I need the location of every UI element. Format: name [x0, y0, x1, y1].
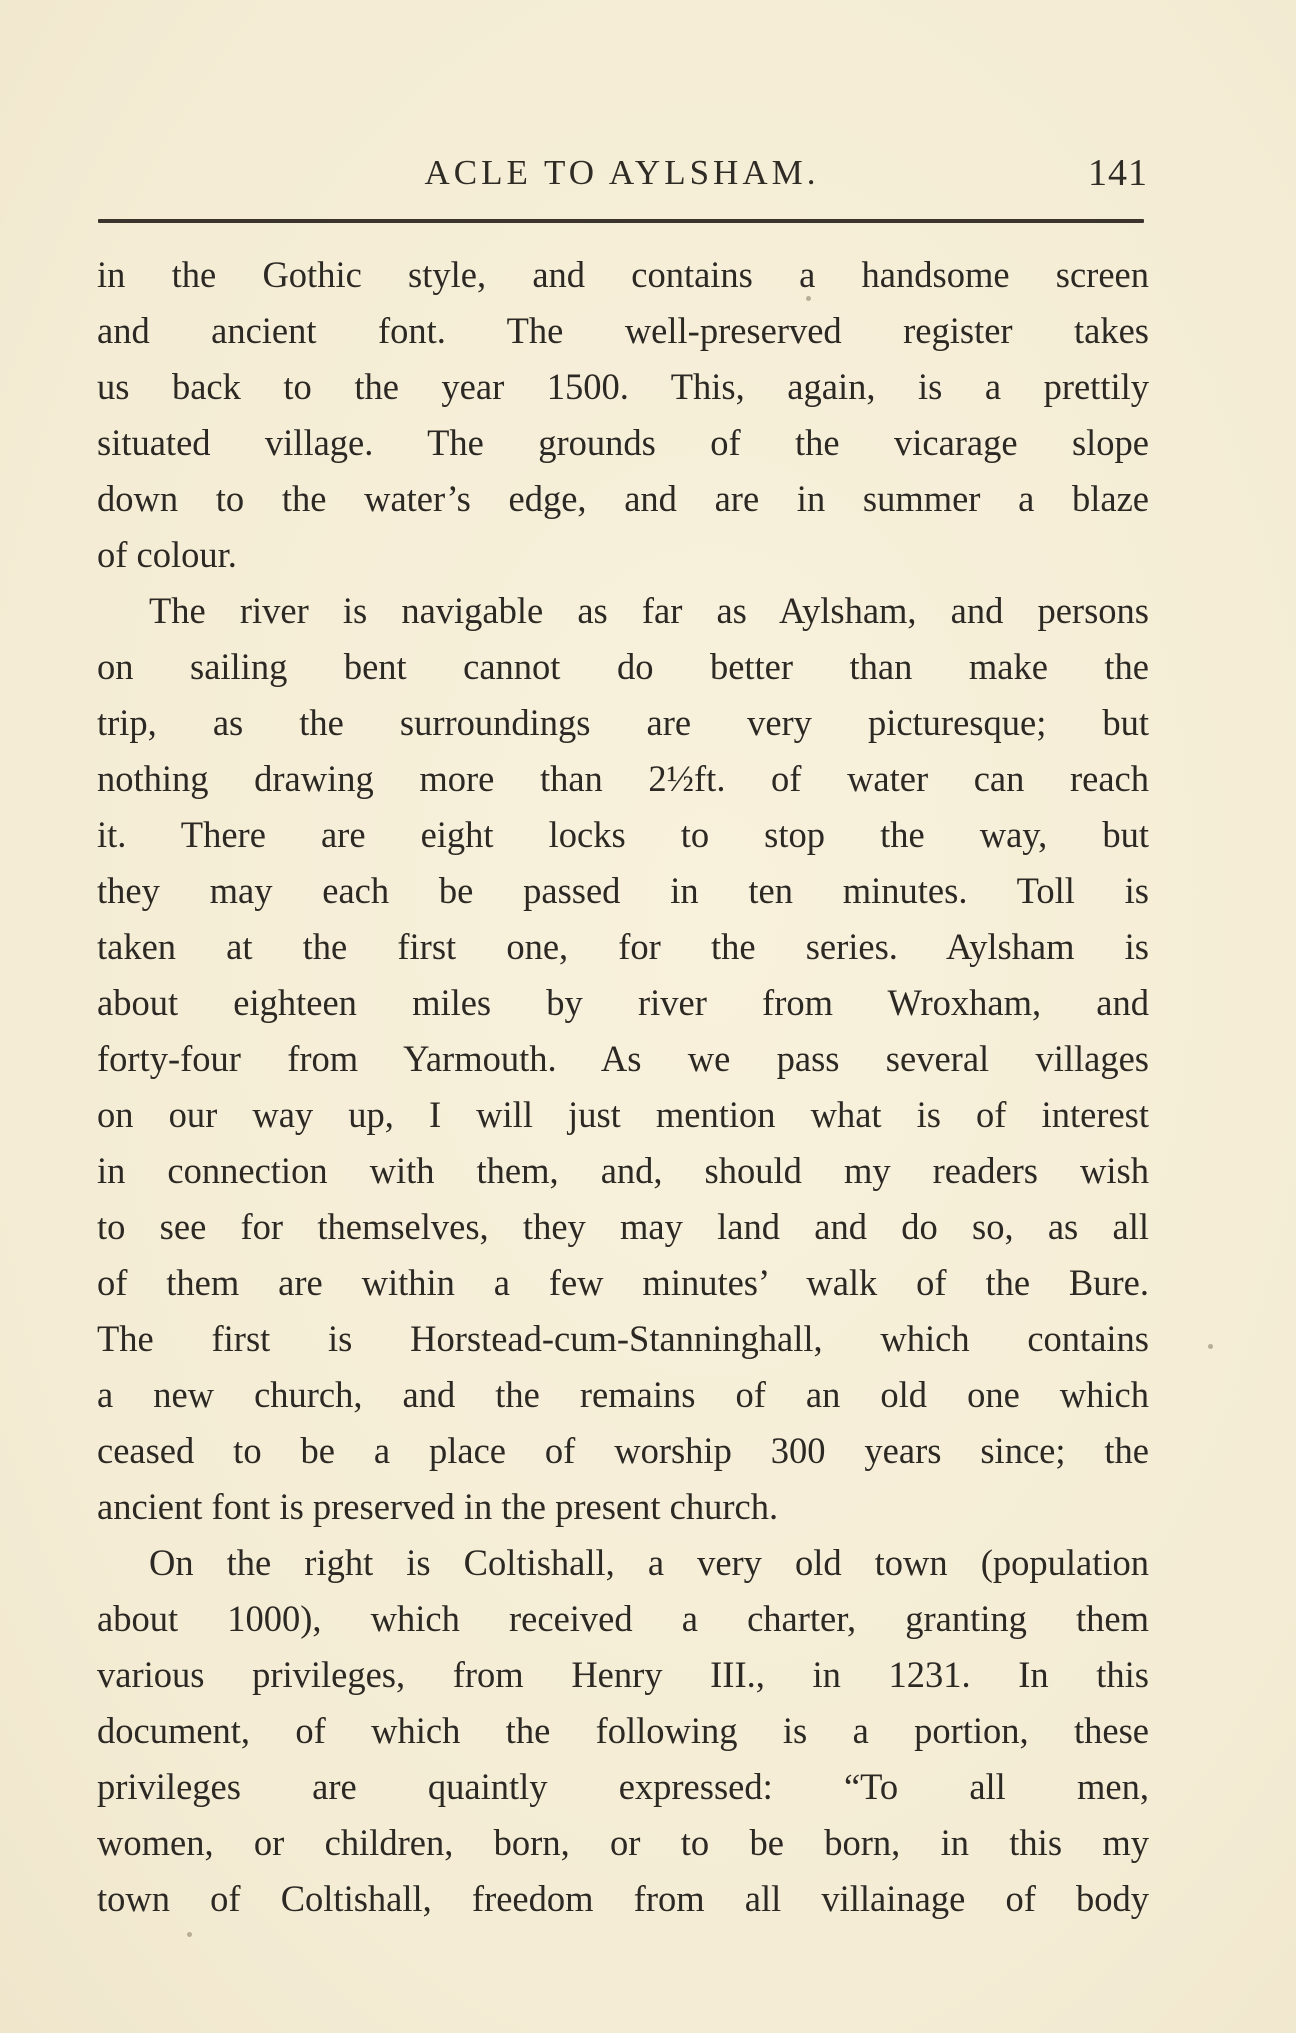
paragraph-start-line: The river is navigable as far as Aylsham, and persons: [149, 590, 1149, 631]
text-line: on our way up, I will just mention what is of interest: [97, 1094, 1149, 1135]
text-line: forty-four from Yarmouth. As we pass several villages: [97, 1038, 1149, 1079]
text-line: The first is Horstead-cum-Stanninghall, which contains: [97, 1318, 1149, 1359]
text-line: it. There are eight locks to stop the way, but: [97, 814, 1149, 855]
text-line: various privileges, from Henry III., in 1231. In this: [97, 1654, 1149, 1695]
text-line: women, or children, born, or to be born, in this my: [97, 1822, 1149, 1863]
text-line: they may each be passed in ten minutes. Toll is: [97, 870, 1149, 911]
paper-speck: [187, 1932, 192, 1937]
text-line: us back to the year 1500. This, again, is a prettily: [97, 366, 1149, 407]
text-line: a new church, and the remains of an old one which: [97, 1374, 1149, 1415]
paragraph-start-line: On the right is Coltishall, a very old town (population: [149, 1542, 1149, 1583]
page-number: 141: [1088, 152, 1148, 194]
text-line: on sailing bent cannot do better than make the: [97, 646, 1149, 687]
text-line: to see for themselves, they may land and do so, as all: [97, 1206, 1149, 1247]
text-line: ceased to be a place of worship 300 years since; the: [97, 1430, 1149, 1471]
text-line: of them are within a few minutes’ walk of the Bure.: [97, 1262, 1149, 1303]
text-line: trip, as the surroundings are very picturesque; but: [97, 702, 1149, 743]
text-line: town of Coltishall, freedom from all villainage of body: [97, 1878, 1149, 1919]
text-line: down to the water’s edge, and are in summer a blaze: [97, 478, 1149, 519]
running-title: ACLE TO AYLSHAM.: [424, 153, 820, 192]
text-line: and ancient font. The well-preserved register takes: [97, 310, 1149, 351]
paper-speck: [806, 296, 811, 301]
text-line: about eighteen miles by river from Wroxham, and: [97, 982, 1149, 1023]
text-line: situated village. The grounds of the vicarage slope: [97, 422, 1149, 463]
header-rule: [98, 219, 1144, 223]
text-line: ancient font is preserved in the present church.: [97, 1486, 779, 1527]
text-line: about 1000), which received a charter, granting them: [97, 1598, 1149, 1639]
text-line: of colour.: [97, 534, 237, 575]
body-text: [97, 247, 1149, 1927]
text-line: privileges are quaintly expressed: “To all men,: [97, 1766, 1149, 1807]
text-line: in connection with them, and, should my readers wish: [97, 1150, 1149, 1191]
text-line: document, of which the following is a portion, these: [97, 1710, 1149, 1751]
running-head: [96, 148, 1148, 198]
text-line: nothing drawing more than 2½ft. of water can reach: [97, 758, 1149, 799]
paper-speck: [1208, 1344, 1213, 1349]
text-line: in the Gothic style, and contains a handsome screen: [97, 254, 1149, 295]
text-line: taken at the first one, for the series. Aylsham is: [97, 926, 1149, 967]
